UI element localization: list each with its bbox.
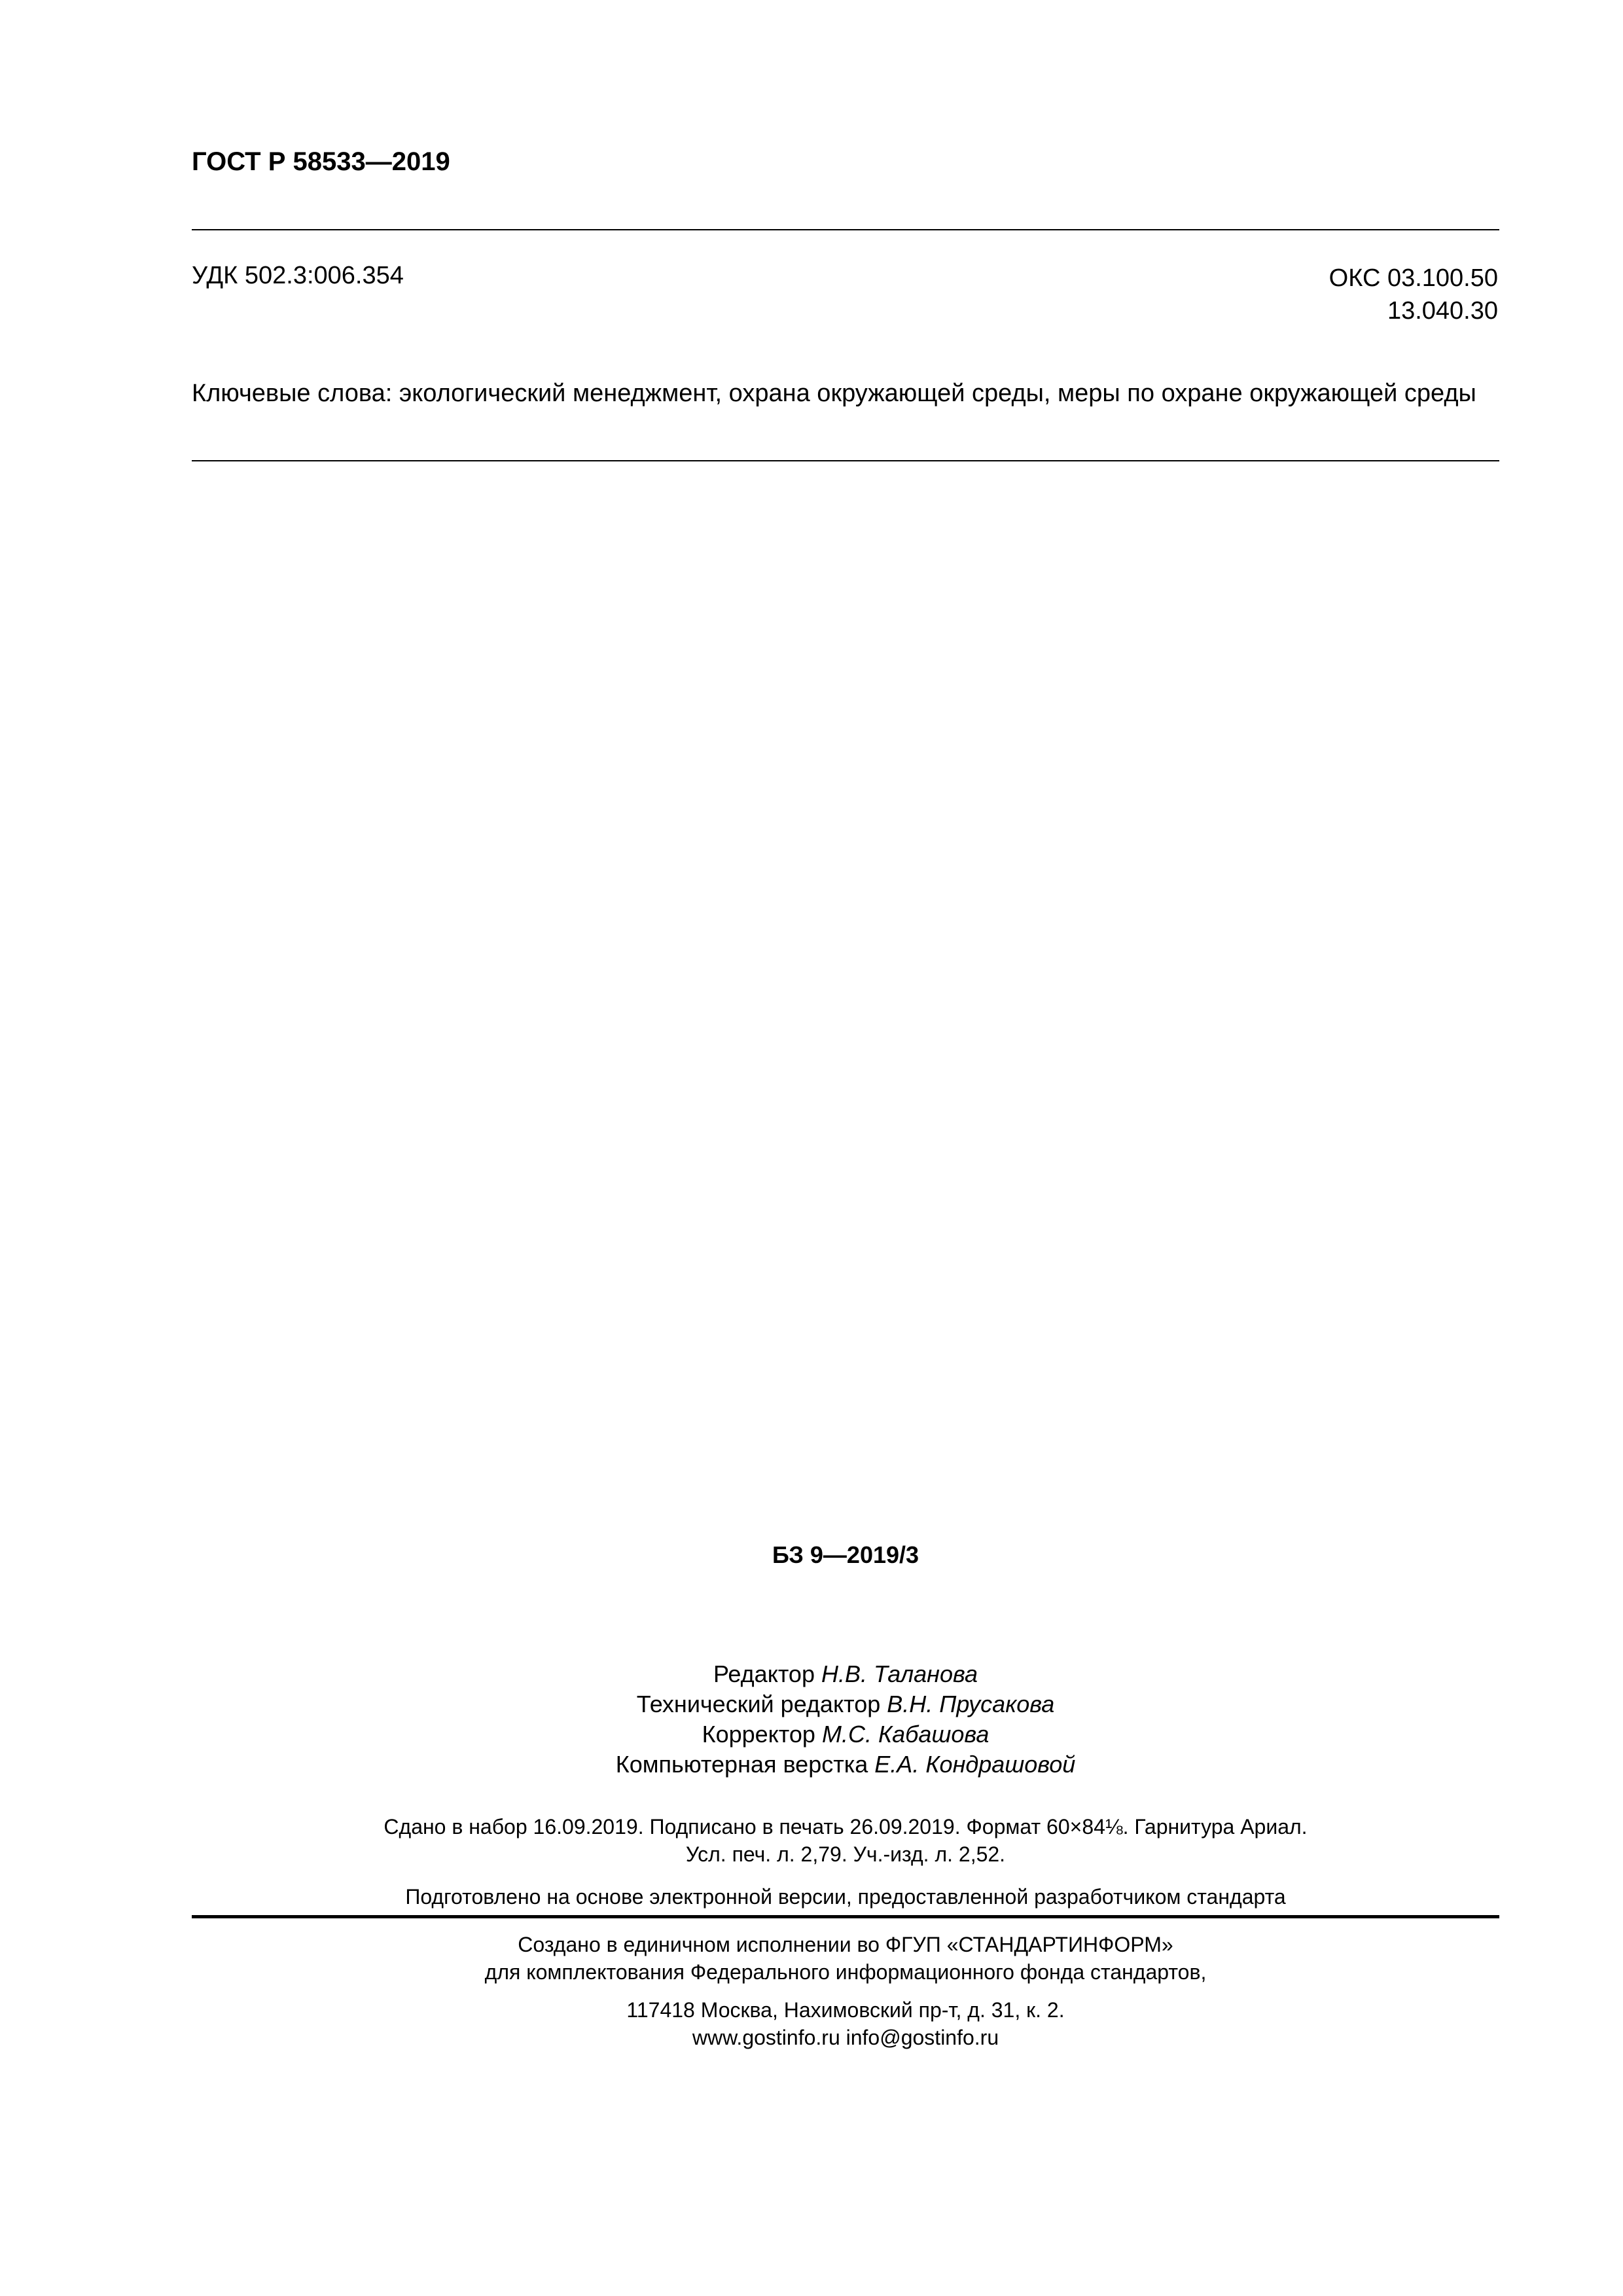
credit-person: Е.А. Кондрашовой bbox=[874, 1751, 1076, 1778]
print-info bbox=[192, 1813, 1499, 1868]
prepared-note: Подготовлено на основе электронной версии, предоставленной разработчиком стандарта bbox=[405, 1885, 1286, 1909]
bz-code: БЗ 9—2019/3 bbox=[772, 1541, 919, 1568]
oks-code-line-1: ОКС 03.100.50 bbox=[1329, 264, 1498, 292]
address-line-1: 117418 Москва, Нахимовский пр-т, д. 31, к. 2. bbox=[626, 1998, 1065, 2022]
standard-number: ГОСТ Р 58533—2019 bbox=[192, 147, 450, 176]
credit-role: Редактор bbox=[713, 1660, 815, 1687]
credit-role: Компьютерная верстка bbox=[615, 1751, 868, 1778]
credit-line-layout bbox=[192, 1749, 1499, 1780]
print-info-line-2: Усл. печ. л. 2,79. Уч.-изд. л. 2,52. bbox=[685, 1842, 1006, 1866]
address-line-2: www.gostinfo.ru info@gostinfo.ru bbox=[692, 2026, 999, 2049]
created-note bbox=[192, 1931, 1499, 1986]
credit-line-tech-editor bbox=[192, 1689, 1499, 1719]
header-divider bbox=[192, 229, 1499, 230]
oks-codes bbox=[1329, 262, 1498, 327]
credit-line-corrector bbox=[192, 1719, 1499, 1749]
credit-role: Корректор bbox=[702, 1721, 815, 1748]
udk-code: УДК 502.3:006.354 bbox=[192, 262, 404, 289]
credit-role: Технический редактор bbox=[636, 1691, 881, 1717]
oks-code-line-2: 13.040.30 bbox=[1387, 297, 1498, 325]
credit-person: М.С. Кабашова bbox=[821, 1721, 990, 1748]
footer-divider bbox=[192, 1915, 1499, 1918]
credit-person: В.Н. Прусакова bbox=[887, 1691, 1055, 1717]
created-note-line-1: Создано в единичном исполнении во ФГУП «СТАНДАРТИНФОРМ» bbox=[518, 1933, 1173, 1956]
credit-person: Н.В. Таланова bbox=[821, 1660, 978, 1687]
keywords-text: Ключевые слова: экологический менеджмент, охрана окружающей среды, меры по охране окружающей среды bbox=[192, 380, 1476, 407]
keywords-divider bbox=[192, 460, 1499, 461]
credit-line-editor bbox=[192, 1659, 1499, 1689]
publisher-address bbox=[192, 1996, 1499, 2051]
print-info-line-1: Сдано в набор 16.09.2019. Подписано в печать 26.09.2019. Формат 60×84⅛. Гарнитура Ариал. bbox=[383, 1815, 1308, 1839]
created-note-line-2: для комплектования Федерального информационного фонда стандартов, bbox=[484, 1960, 1207, 1984]
credits-block bbox=[192, 1659, 1499, 1780]
